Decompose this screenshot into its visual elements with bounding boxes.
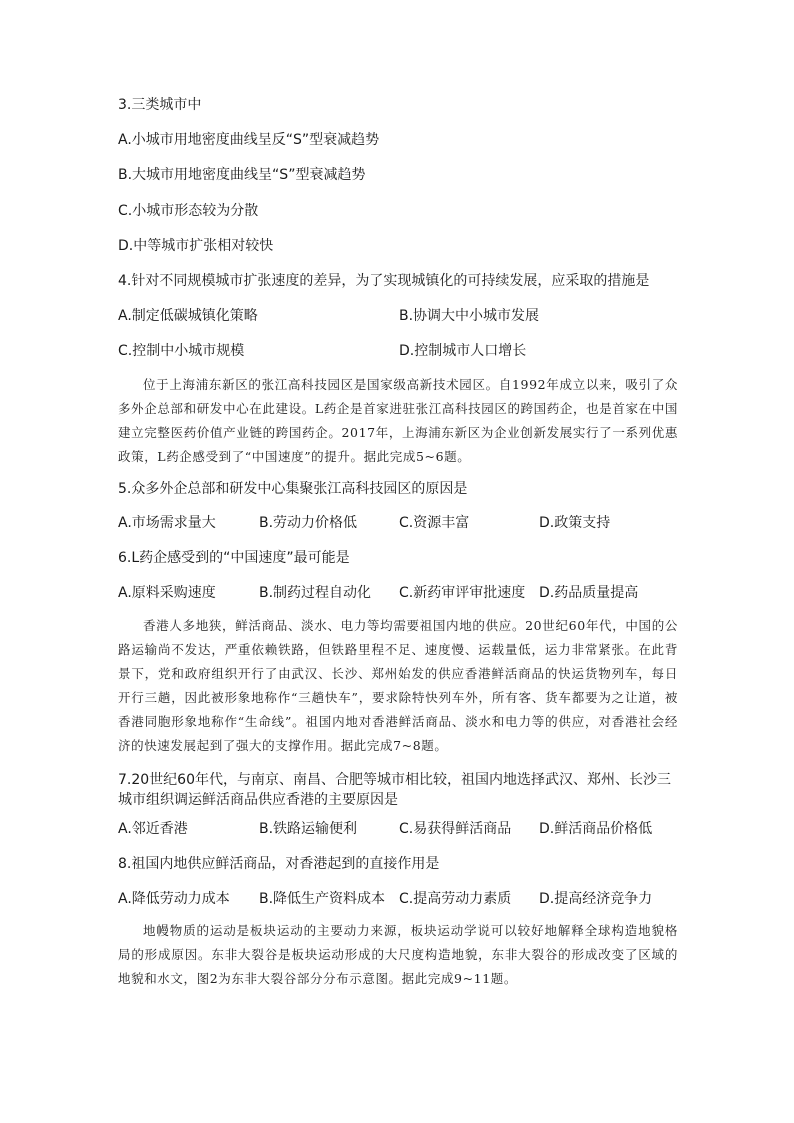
q3-option-b: B.大城市用地密度曲线呈“S”型衰减趋势 (118, 167, 366, 183)
q7-stem-line2: 城市组织调运鲜活商品供应香港的主要原因是 (118, 792, 398, 808)
q3-option-c: C.小城市形态较为分散 (118, 203, 259, 219)
q4-option-d: D.控制城市人口增长 (399, 343, 527, 359)
q8-stem: 8.祖国内地供应鲜活商品，对香港起到的直接作用是 (118, 856, 440, 872)
q4-option-c: C.控制中小城市规模 (118, 343, 245, 359)
q3-stem: 3.三类城市中 (118, 97, 202, 113)
q3-option-a: A.小城市用地密度曲线呈反“S”型衰减趋势 (118, 132, 380, 148)
q6-option-a: A.原料采购速度 (118, 585, 216, 601)
q8-option-c: C.提高劳动力素质 (399, 891, 512, 907)
q8-option-b: B.降低生产资料成本 (259, 891, 386, 907)
passage-zhangjiang: 位于上海浦东新区的张江高科技园区是国家级高新技术园区。自1992年成立以来，吸引了众多外企总部和研发中心在此建设。L药企是首家进驻张江高科技园区的跨国药企，也是首家在中国建立完整医药价值产业链的跨国药企。2017年，上海浦东新区为企业创新发展实行了一系列优惠政策，L药企感受到了“中国速度”的提升。据此完成5~6题。 (118, 377, 678, 464)
q5-option-d: D.政策支持 (539, 515, 611, 531)
q6-option-b: B.制药过程自动化 (259, 585, 372, 601)
q5-option-a: A.市场需求量大 (118, 515, 216, 531)
q3-option-d: D.中等城市扩张相对较快 (118, 238, 274, 254)
q7-stem-line1: 7.20世纪60年代，与南京、南昌、合肥等城市相比较，祖国内地选择武汉、郑州、长沙三 (118, 772, 671, 788)
q5-option-b: B.劳动力价格低 (259, 515, 358, 531)
q4-stem: 4.针对不同规模城市扩张速度的差异，为了实现城镇化的可持续发展，应采取的措施是 (118, 273, 650, 289)
q7-option-c: C.易获得鲜活商品 (399, 821, 512, 837)
q6-option-c: C.新药审评审批速度 (399, 585, 526, 601)
q4-option-a: A.制定低碳城镇化策略 (118, 308, 258, 324)
q5-option-c: C.资源丰富 (399, 515, 470, 531)
q7-option-b: B.铁路运输便利 (259, 821, 358, 837)
q5-stem: 5.众多外企总部和研发中心集聚张江高科技园区的原因是 (118, 481, 468, 497)
q6-stem: 6.L药企感受到的“中国速度”最可能是 (118, 550, 350, 566)
passage-east-african-rift: 地幔物质的运动是板块运动的主要动力来源，板块运动学说可以较好地解释全球构造地貌格局的形成原因。东非大裂谷是板块运动形成的大尺度构造地貌，东非大裂谷的形成改变了区域的地貌和水文，图2为东非大裂谷部分分布示意图。据此完成9~11题。 (118, 923, 678, 986)
q7-option-d: D.鲜活商品价格低 (539, 821, 653, 837)
q8-option-d: D.提高经济竞争力 (539, 891, 653, 907)
q7-option-a: A.邻近香港 (118, 821, 188, 837)
passage-hongkong-supply: 香港人多地狭，鲜活商品、淡水、电力等均需要祖国内地的供应。20世纪60年代，中国的公路运输尚不发达，严重依赖铁路，但铁路里程不足、速度慢、运载量低，运力非常紧张。在此背景下，党和政府组织开行了由武汉、长沙、郑州始发的供应香港鲜活商品的快运货物列车，每日开行三趟，因此被形象地称作“三趟快车”，要求除特快列车外，所有客、货车都要为之让道，被香港同胞形象地称作“生命线”。祖国内地对香港鲜活商品、淡水和电力等的供应，对香港社会经济的快速发展起到了强大的支撑作用。据此完成7~8题。 (118, 618, 678, 753)
q4-option-b: B.协调大中小城市发展 (399, 308, 540, 324)
q8-option-a: A.降低劳动力成本 (118, 891, 230, 907)
q6-option-d: D.药品质量提高 (539, 585, 639, 601)
